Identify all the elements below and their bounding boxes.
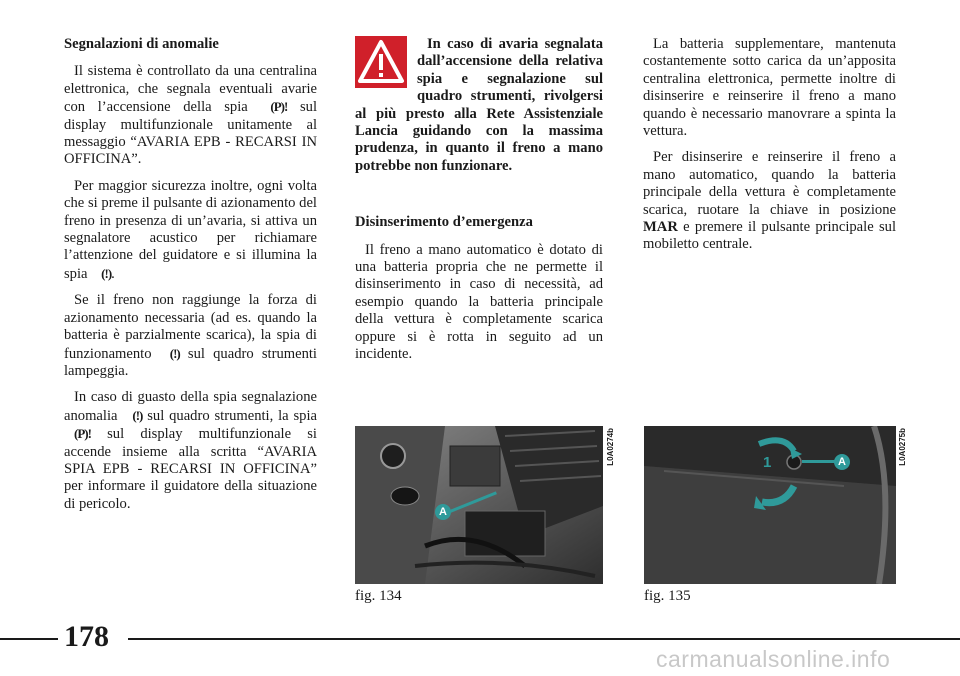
marker-a: A bbox=[834, 454, 850, 470]
paragraph bbox=[643, 149, 896, 253]
text: e premere il pulsante principale sul mobiletto centrale. bbox=[643, 219, 896, 253]
footer-rule-right bbox=[128, 638, 960, 640]
paragraph: La batteria supplementare, mantenuta costantemente sotto carica da un’apposita centralina elettronica, permette inoltre di disinserire e reinserire il freno a mano quando è necessario manovrare a spinta la vettura. bbox=[643, 36, 896, 140]
failure-lamp-icon: (!) bbox=[132, 407, 143, 423]
footer-rule-left bbox=[0, 638, 58, 640]
paragraph bbox=[64, 292, 317, 380]
marker-a-leader-line bbox=[802, 460, 835, 463]
column-middle bbox=[355, 36, 603, 373]
text: Per disinserire e reinserire il freno a mano automatico, quando la batteria principale della vettura è completamente scarica, ruotare la chiave in posizione bbox=[643, 149, 896, 218]
figure-134-photo bbox=[355, 426, 603, 584]
text: . bbox=[111, 265, 115, 282]
key-position-mar: MAR bbox=[643, 219, 678, 236]
paragraph bbox=[64, 63, 317, 168]
text: Se il freno non raggiunge la forza di azionamento necessaria (ad es. quando la batteria è parzialmente scarica), la spia di funzionamento bbox=[64, 292, 317, 362]
failure-lamp-icon: (!) bbox=[101, 265, 112, 281]
column-right bbox=[643, 36, 896, 263]
paragraph: Il freno a mano automatico è dotato di una batteria propria che ne permette il disinserimento in caso di necessità, ad esempio quando la batteria principale della vettura è completamente scarica oppure si è rotta in seguito ad un incidente. bbox=[355, 241, 603, 363]
text: In caso di guasto della spia segnalazione anomalia bbox=[64, 389, 317, 424]
figure-135-code: L0A0275b bbox=[898, 428, 907, 466]
page-number: 178 bbox=[64, 620, 109, 653]
text: Per maggior sicurezza inoltre, ogni volta che si preme il pulsante di azionamento del freno in presenza di un’avaria, si attiva un segnalatore acustico per richiamare l’attenzione del guidatore e si illumina la spia bbox=[64, 177, 317, 282]
section-heading-emergency-release: Disinserimento d’emergenza bbox=[355, 214, 533, 231]
failure-lamp-icon: (!) bbox=[169, 345, 180, 361]
figure-134-caption: fig. 134 bbox=[355, 588, 402, 604]
text: sul quadro strumenti, la spia bbox=[147, 407, 317, 424]
paragraph bbox=[64, 389, 317, 513]
figure-135-photo bbox=[644, 426, 896, 584]
warning-triangle-icon bbox=[355, 36, 407, 88]
section-heading-anomalies: Segnalazioni di anomalie bbox=[64, 36, 219, 52]
battery-compartment-illustration bbox=[355, 426, 603, 584]
column-left bbox=[64, 36, 317, 522]
paragraph bbox=[64, 178, 317, 283]
marker-a: A bbox=[435, 504, 451, 520]
text: Il sistema è controllato da una centralina elettronica, che segnala eventuali avarie con l’accensione della spia bbox=[64, 63, 317, 116]
warning-text: In caso di avaria segnalata dall’accensione della relativa spia e segnalazione sul quadro strumenti, rivolgersi al più presto alla Rete Assistenziale Lancia guidando con la massima prudenza, in quanto il freno a mano potrebbe non funzionare. bbox=[355, 36, 603, 174]
warning-box bbox=[355, 36, 603, 175]
text: sul quadro strumenti lampeggia. bbox=[64, 345, 317, 379]
console-panel-illustration bbox=[644, 426, 896, 584]
watermark: carmanualsonline.info bbox=[656, 646, 891, 672]
figure-134-code: L0A0274b bbox=[606, 428, 615, 466]
text: sul display multifunzionale si accende insieme alla scritta “AVARIA SPIA EPB - RECARSI IN OFFICINA” per informare il guidatore della situazione di pericolo. bbox=[64, 426, 317, 512]
text: sul display multifunzionale unitamente al messaggio “AVARIA EPB - RECARSI IN OFFICINA”. bbox=[64, 99, 318, 168]
figure-135-caption: fig. 135 bbox=[644, 588, 691, 604]
epb-warning-lamp-icon: (P)! bbox=[74, 426, 91, 442]
epb-warning-lamp-icon: (P)! bbox=[270, 99, 288, 115]
arrow-label-1: 1 bbox=[763, 454, 772, 471]
